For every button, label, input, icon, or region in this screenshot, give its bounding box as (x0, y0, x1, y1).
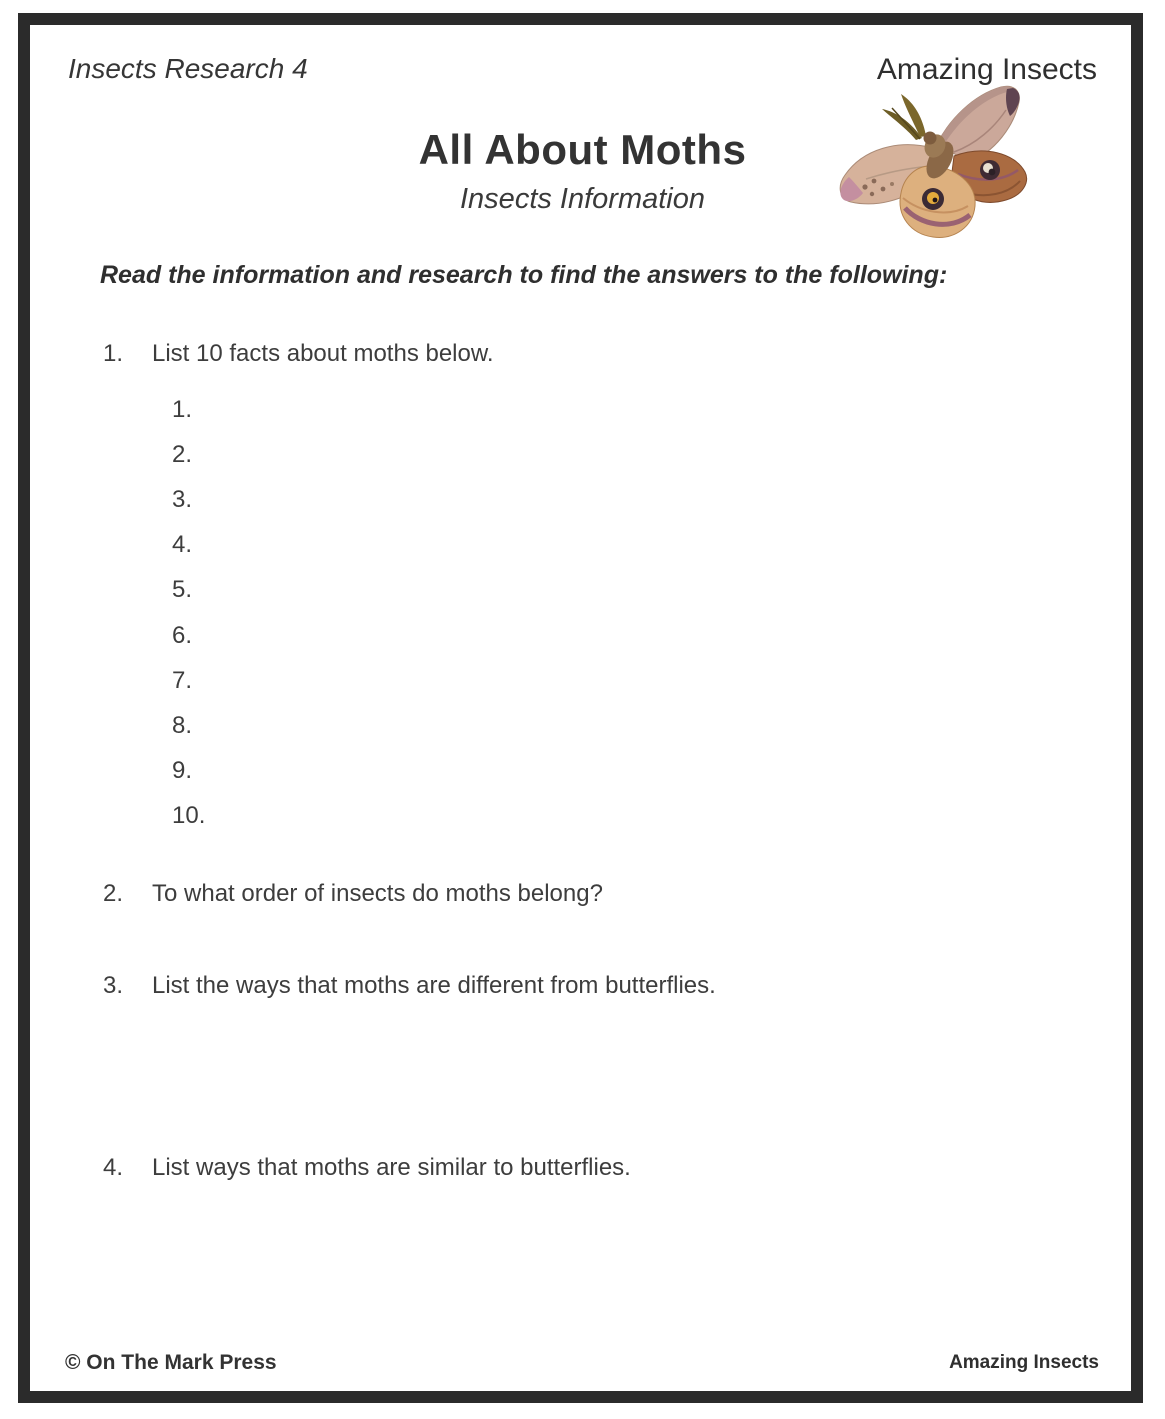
fact-item-10: 10. (172, 802, 206, 830)
fact-item-8: 8. (172, 711, 193, 739)
page-title: All About Moths (418, 126, 747, 173)
header-book-title: Amazing Insects (876, 53, 1097, 86)
question-2-text: To what order of insects do moths belong? (152, 880, 603, 907)
instructions-text: Read the information and research to find the answers to the following: (100, 261, 948, 289)
fact-item-2: 2. (172, 440, 193, 468)
question-1-number: 1. (103, 340, 124, 367)
fact-item-9: 9. (172, 757, 193, 785)
fact-item-6: 6. (172, 621, 193, 649)
question-2 (103, 880, 603, 908)
question-3 (103, 972, 716, 1000)
question-1 (103, 340, 494, 368)
question-2-number: 2. (103, 880, 124, 907)
page-subtitle: Insects Information (460, 183, 705, 215)
header-series-title: Insects Research 4 (68, 53, 308, 84)
question-4-text: List ways that moths are similar to butterflies. (152, 1154, 631, 1181)
fact-item-4: 4. (172, 531, 193, 559)
fact-item-3: 3. (172, 485, 193, 513)
question-4 (103, 1154, 631, 1182)
fact-item-1: 1. (172, 395, 193, 423)
footer-book-title: Amazing Insects (949, 1352, 1099, 1373)
question-3-text: List the ways that moths are different from butterflies. (152, 972, 716, 999)
fact-item-5: 5. (172, 576, 193, 604)
fact-list (172, 387, 205, 839)
question-1-text: List 10 facts about moths below. (152, 340, 494, 367)
question-4-number: 4. (103, 1154, 124, 1181)
question-3-number: 3. (103, 972, 124, 999)
title-block (0, 126, 1165, 216)
footer-copyright: © On The Mark Press (65, 1351, 277, 1374)
fact-item-7: 7. (172, 666, 193, 694)
